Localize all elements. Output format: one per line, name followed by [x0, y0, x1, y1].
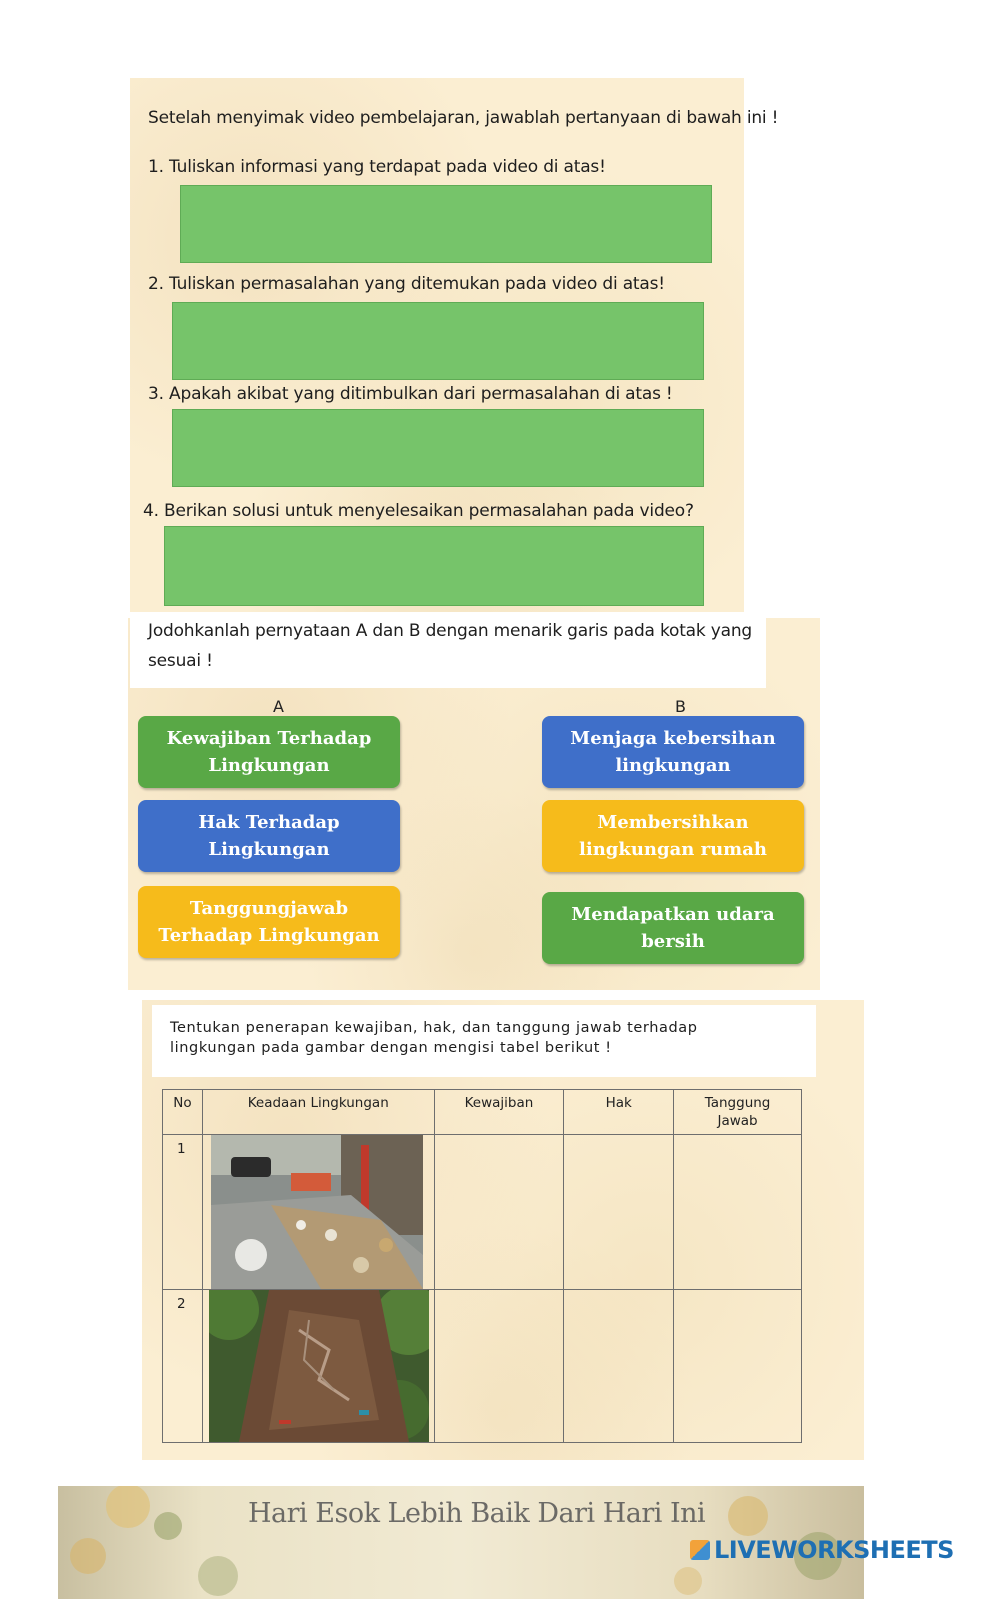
- question-4-text: Berikan solusi untuk menyelesaikan permasalahan pada video?: [164, 501, 694, 521]
- row-2-photo-cell: [202, 1290, 434, 1443]
- answer-box-1[interactable]: [180, 185, 712, 263]
- brand-text: LIVEWORKSHEETS: [714, 1536, 954, 1564]
- match-a-hak-line-2: Lingkungan: [208, 839, 330, 860]
- question-4: [143, 501, 694, 521]
- row-1-tanggung-jawab-cell[interactable]: [674, 1135, 802, 1290]
- liveworksheets-icon: [690, 1540, 710, 1560]
- match-a-tanggungjawab-line-2: Terhadap Lingkungan: [158, 925, 380, 946]
- brand-logo: [690, 1536, 954, 1564]
- match-b-membersihkan-line-2: lingkungan rumah: [579, 839, 767, 860]
- row-1-photo-cell: [202, 1135, 434, 1290]
- question-1-number: 1.: [148, 157, 164, 177]
- question-2: [148, 274, 665, 294]
- answer-box-3[interactable]: [172, 409, 704, 487]
- match-b-membersihkan-line-1: Membersihkan: [597, 812, 749, 833]
- table-row: [163, 1290, 802, 1443]
- question-3-number: 3.: [148, 384, 164, 404]
- match-b-udara-line-2: bersih: [641, 931, 705, 952]
- row-1-hak-cell[interactable]: [564, 1135, 674, 1290]
- question-3-text: Apakah akibat yang ditimbulkan dari permasalahan di atas !: [169, 384, 673, 404]
- header-keadaan: Keadaan Lingkungan: [202, 1090, 434, 1135]
- table-instruction-line-2: lingkungan pada gambar dengan mengisi tabel berikut !: [170, 1040, 612, 1056]
- instructions-text: Setelah menyimak video pembelajaran, jawablah pertanyaan di bawah ini !: [148, 108, 779, 128]
- match-b-menjaga-line-2: lingkungan: [615, 755, 731, 776]
- row-1-kewajiban-cell[interactable]: [434, 1135, 564, 1290]
- match-a-tanggungjawab[interactable]: [138, 886, 400, 958]
- row-2-kewajiban-cell[interactable]: [434, 1290, 564, 1443]
- header-tanggung-line-1: Tanggung: [704, 1095, 771, 1111]
- header-tanggung-jawab: [674, 1090, 802, 1135]
- street-garbage-photo: [211, 1135, 423, 1289]
- question-1-text: Tuliskan informasi yang terdapat pada video di atas!: [169, 157, 606, 177]
- column-a-label: A: [273, 697, 284, 716]
- match-a-hak-line-1: Hak Terhadap: [198, 812, 340, 833]
- header-no: No: [163, 1090, 203, 1135]
- match-a-kewajiban-line-2: Lingkungan: [208, 755, 330, 776]
- table-header-row: [163, 1090, 802, 1135]
- answer-box-2[interactable]: [172, 302, 704, 380]
- header-kewajiban: Kewajiban: [434, 1090, 564, 1135]
- match-b-udara-line-1: Mendapatkan udara: [571, 904, 775, 925]
- row-2-tanggung-jawab-cell[interactable]: [674, 1290, 802, 1443]
- column-b-label: B: [675, 697, 686, 716]
- question-3: [148, 384, 673, 404]
- header-tanggung-line-2: Jawab: [717, 1113, 758, 1129]
- match-a-tanggungjawab-line-1: Tanggungjawab: [189, 898, 349, 919]
- match-b-membersihkan[interactable]: [542, 800, 804, 872]
- match-a-kewajiban[interactable]: [138, 716, 400, 788]
- table-instruction-line-1: Tentukan penerapan kewajiban, hak, dan tanggung jawab terhadap: [170, 1020, 698, 1036]
- match-b-udara-bersih[interactable]: [542, 892, 804, 964]
- task-table: [162, 1089, 802, 1443]
- question-2-number: 2.: [148, 274, 164, 294]
- match-a-hak[interactable]: [138, 800, 400, 872]
- question-2-text: Tuliskan permasalahan yang ditemukan pada video di atas!: [169, 274, 665, 294]
- matching-instruction-line-1: Jodohkanlah pernyataan A dan B dengan menarik garis pada kotak yang: [148, 621, 752, 641]
- row-2-hak-cell[interactable]: [564, 1290, 674, 1443]
- question-1: [148, 157, 606, 177]
- header-hak: Hak: [564, 1090, 674, 1135]
- match-b-menjaga-kebersihan[interactable]: [542, 716, 804, 788]
- answer-box-4[interactable]: [164, 526, 704, 606]
- match-a-kewajiban-line-1: Kewajiban Terhadap: [166, 728, 372, 749]
- match-b-menjaga-line-1: Menjaga kebersihan: [570, 728, 776, 749]
- matching-instruction-line-2: sesuai !: [148, 651, 213, 671]
- landslide-photo: [209, 1290, 429, 1442]
- motto-text: Hari Esok Lebih Baik Dari Hari Ini: [248, 1498, 706, 1529]
- table-row: [163, 1135, 802, 1290]
- row-1-no: 1: [163, 1135, 203, 1290]
- question-4-number: 4.: [143, 501, 159, 521]
- row-2-no: 2: [163, 1290, 203, 1443]
